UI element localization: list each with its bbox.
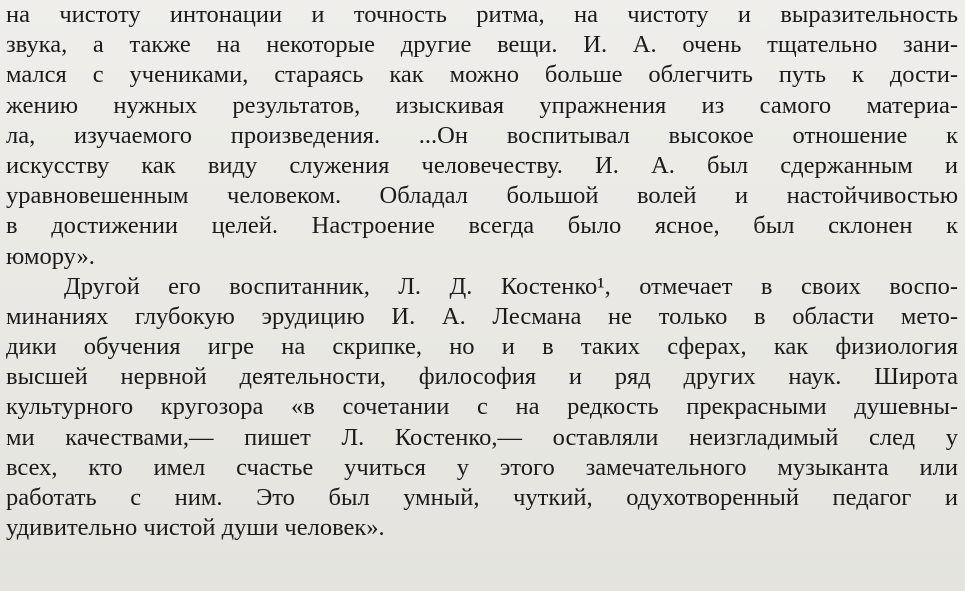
text-line: жению нужных результатов, изыскивая упражнения из самого материа- <box>6 91 958 119</box>
text-line: культурного кругозора «в сочетании с на редкость прекрасными душевны- <box>6 393 958 421</box>
text-line: на чистоту интонации и точность ритма, на чистоту и выразительность <box>6 1 958 28</box>
text-line: мался с учениками, стараясь как можно больше облегчить путь к дости- <box>6 61 958 89</box>
text-line: высшей нервной деятельности, философия и ряд других наук. Широта <box>6 363 958 391</box>
text-line: ла, изучаемого произведения. ...Он воспитывал высокое отношение к <box>6 121 958 149</box>
text-line: Другой его воспитанник, Л. Д. Костенко¹, отмечает в своих воспо- <box>64 272 958 300</box>
text-line: искусству как виду служения человечеству. И. А. был сдержанным и <box>6 151 958 179</box>
paragraph-1 <box>6 0 958 272</box>
paragraph-2 <box>6 272 958 544</box>
body-text <box>6 0 958 543</box>
text-line: дики обучения игре на скрипке, но и в таких сферах, как физиология <box>6 333 958 361</box>
text-line: ми качествами,— пишет Л. Костенко,— оставляли неизгладимый след у <box>6 423 958 451</box>
text-line: работать с ним. Это был умный, чуткий, одухотворенный педагог и <box>6 484 958 511</box>
text-line: удивительно чистой души человек». <box>6 514 385 542</box>
text-line: звука, а также на некоторые другие вещи. И. А. очень тщательно зани- <box>6 31 958 59</box>
text-line: всех, кто имел счастье учиться у этого замечательного музыканта или <box>6 453 958 481</box>
text-line: уравновешенным человеком. Обладал большой волей и настойчивостью <box>6 182 958 210</box>
text-line: в достижении целей. Настроение всегда было ясное, был склонен к <box>6 212 958 240</box>
text-line: минаниях глубокую эрудицию И. А. Лесмана не только в области мето- <box>6 302 958 330</box>
text-line: юмору». <box>6 242 95 270</box>
